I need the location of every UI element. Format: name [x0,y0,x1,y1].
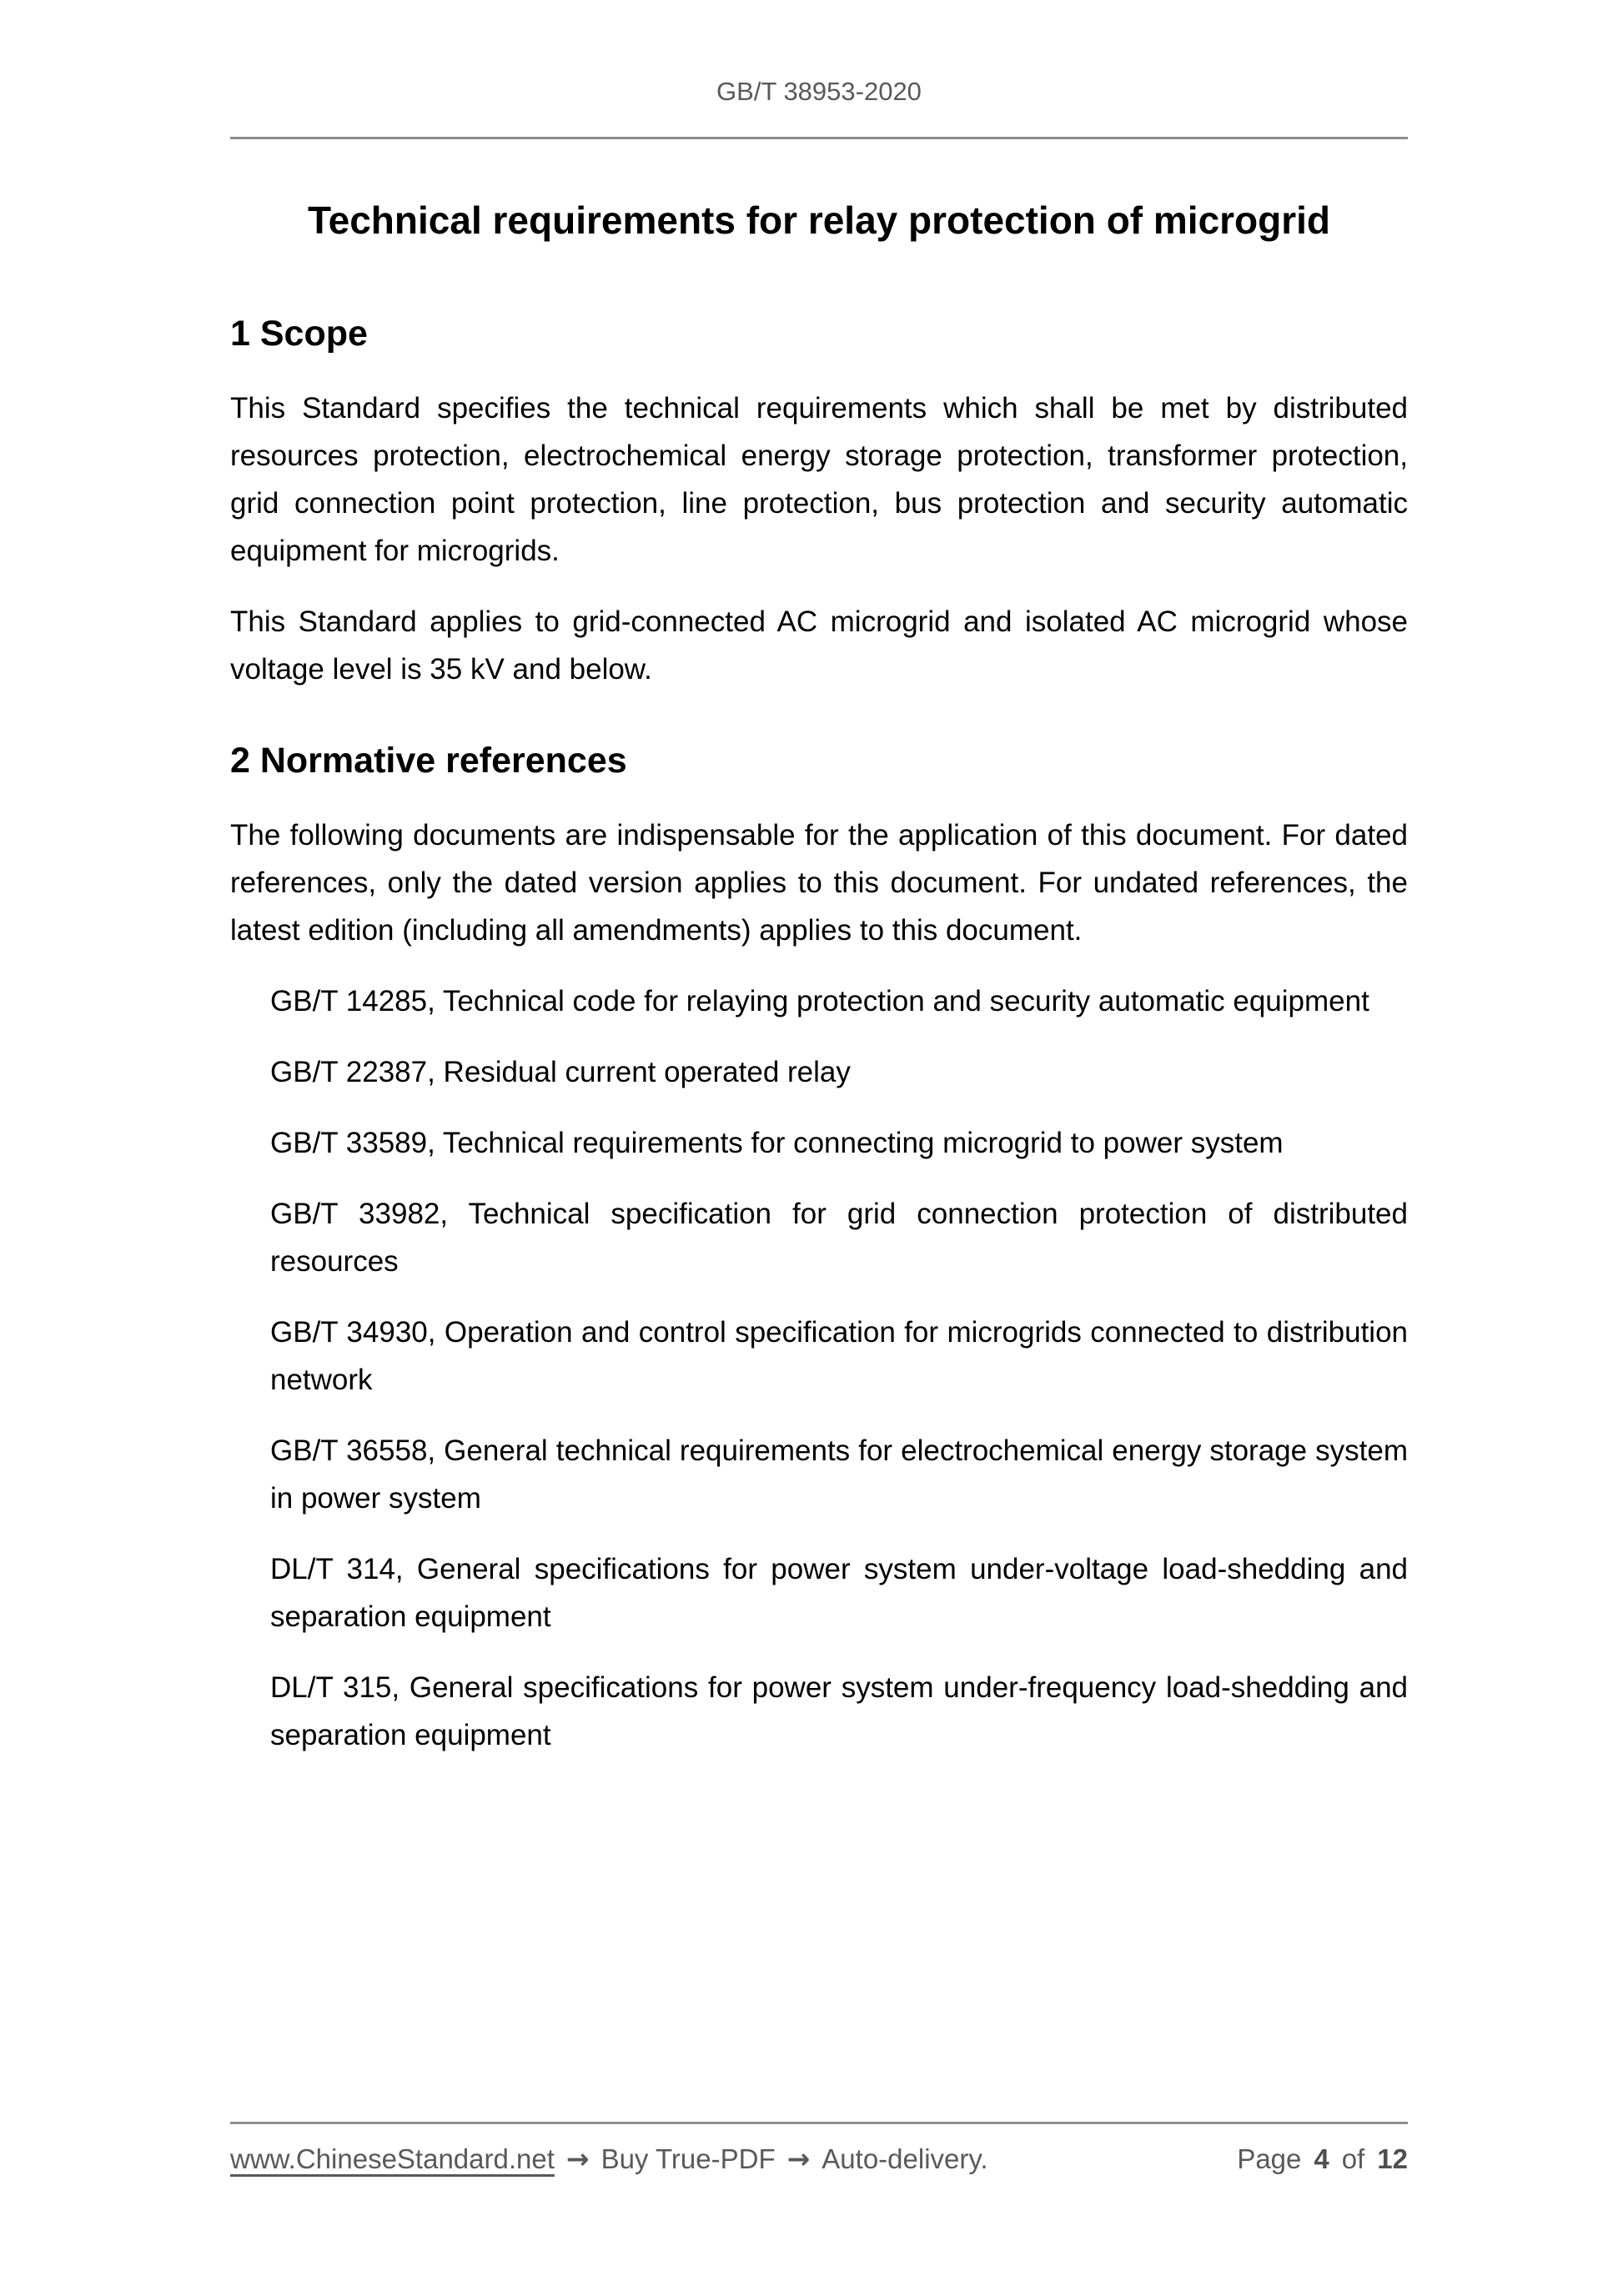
arrow-right-icon: → [565,2143,590,2175]
page-footer [230,2122,1408,2175]
document-title: Technical requirements for relay protection of microgrid [307,198,1331,242]
section-normative-references [230,740,1408,1759]
page-number-current: 4 [1314,2143,1329,2174]
footer-rule [230,2122,1408,2124]
reference-item: GB/T 14285, Technical code for relaying protection and security automatic equipment [270,985,1369,1017]
footer-left-group [230,2143,988,2175]
reference-item: GB/T 34930, Operation and control specification for microgrids connected to distribution network [270,1316,1408,1396]
reference-item: DL/T 315, General specifications for power system under-frequency load-shedding and separation equipment [270,1671,1408,1751]
reference-item: GB/T 22387, Residual current operated relay [270,1056,851,1088]
page-label: Page [1237,2143,1302,2174]
normative-references-heading: 2 Normative references [230,741,627,781]
page-number-total: 12 [1377,2143,1408,2174]
buy-true-pdf-label: Buy True-PDF [600,2143,776,2174]
scope-paragraph: This Standard applies to grid-connected AC microgrid and isolated AC microgrid whose voltage level is 35 kV and below. [230,605,1408,686]
footer-row [230,2143,1408,2175]
reference-item: GB/T 33982, Technical specification for grid connection protection of distributed resources [270,1198,1408,1278]
header-rule [230,137,1408,139]
reference-item: GB/T 36558, General technical requirements for electrochemical energy storage system in power system [270,1434,1408,1515]
of-label: of [1341,2143,1365,2174]
auto-delivery-label: Auto-delivery. [822,2143,988,2174]
scope-heading: 1 Scope [230,314,368,354]
reference-item: GB/T 33589, Technical requirements for connecting microgrid to power system [270,1127,1284,1159]
section-scope [230,313,1408,693]
reference-item: DL/T 314, General specifications for power system under-voltage load-shedding and separation equipment [270,1553,1408,1633]
scope-paragraph: This Standard specifies the technical requirements which shall be met by distributed resources protection, electrochemical energy storage protection, transformer protection, grid connection point protection, line protection, bus protection and security automatic equipment for microgrids. [230,392,1408,567]
page-indicator [1237,2143,1408,2175]
header-doc-number: GB/T 38953-2020 [716,77,922,106]
normative-references-intro: The following documents are indispensable for the application of this document. For dated references, only the dated version applies to this document. For undated references, the latest edition (including all amendments) applies to this document. [230,819,1408,947]
arrow-right-icon: → [786,2143,811,2175]
site-link[interactable]: www.ChineseStandard.net [230,2143,555,2174]
